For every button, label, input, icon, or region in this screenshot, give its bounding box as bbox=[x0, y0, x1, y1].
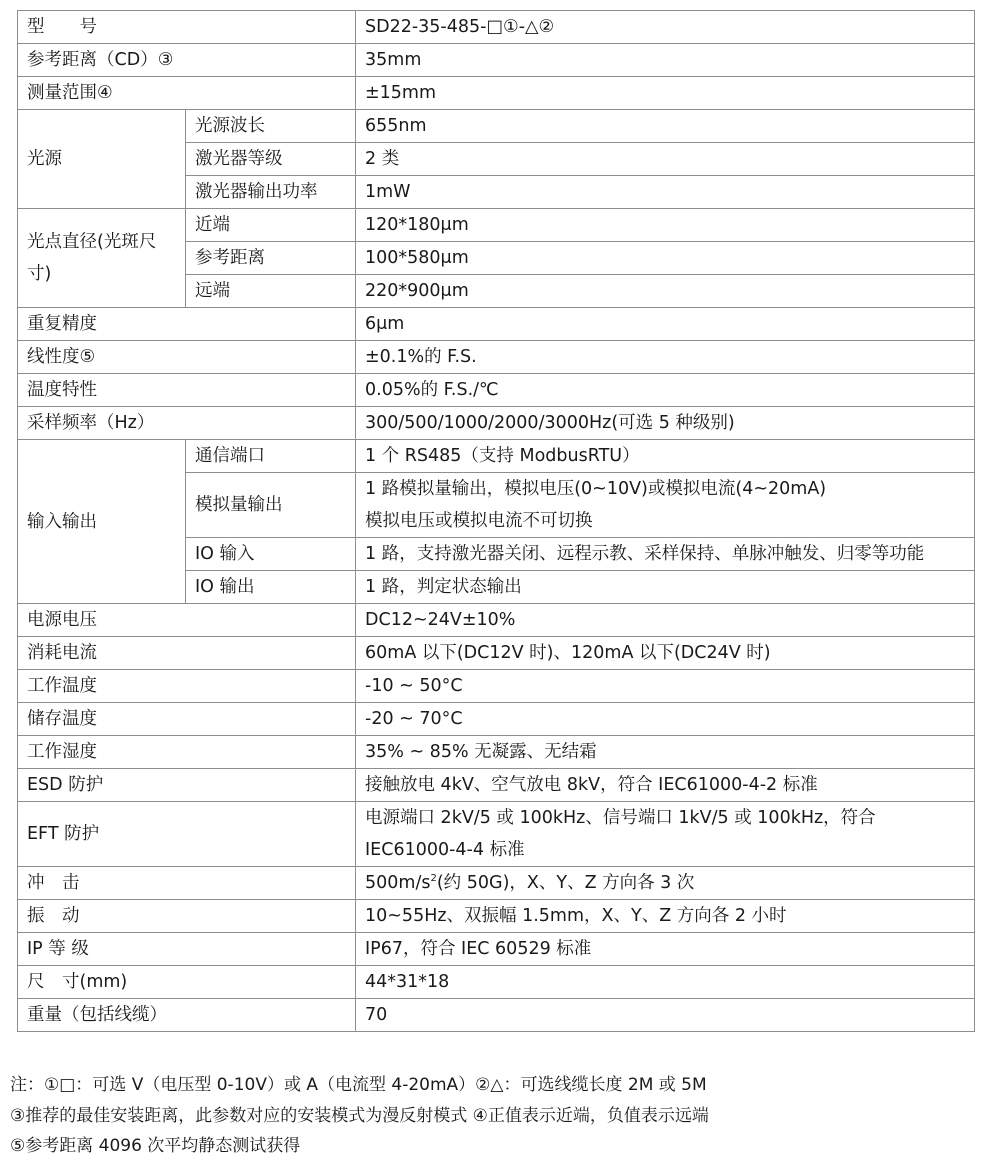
laser-power-value: 1mW bbox=[356, 176, 975, 209]
laser-power-label: 激光器输出功率 bbox=[186, 176, 356, 209]
io-out-value: 1 路，判定状态输出 bbox=[356, 571, 975, 604]
row-storage-temp bbox=[18, 703, 975, 736]
row-ref-distance bbox=[18, 44, 975, 77]
ip-value: IP67，符合 IEC 60529 标准 bbox=[356, 933, 975, 966]
size-value: 44*31*18 bbox=[356, 966, 975, 999]
row-size bbox=[18, 966, 975, 999]
eft-label: EFT 防护 bbox=[18, 802, 356, 867]
io-in-label: IO 输入 bbox=[186, 538, 356, 571]
shock-value bbox=[356, 867, 975, 900]
row-io-comm bbox=[18, 440, 975, 473]
footnote-line-1: 注：①□：可选 V（电压型 0-10V）或 A（电流型 4-20mA）②△：可选线缆长度 2M 或 5M bbox=[10, 1075, 707, 1095]
ref-distance-label: 参考距离（CD）③ bbox=[18, 44, 356, 77]
wavelength-value: 655nm bbox=[356, 110, 975, 143]
shock-value-post: (约 50G)，X、Y、Z 方向各 3 次 bbox=[436, 873, 695, 893]
spot-far-value: 220*900μm bbox=[356, 275, 975, 308]
size-label: 尺 寸(mm) bbox=[18, 966, 356, 999]
analog-label: 模拟量输出 bbox=[186, 473, 356, 538]
analog-value bbox=[356, 473, 975, 538]
linearity-label: 线性度⑤ bbox=[18, 341, 356, 374]
comm-label: 通信端口 bbox=[186, 440, 356, 473]
current-label: 消耗电流 bbox=[18, 637, 356, 670]
light-source-label: 光源 bbox=[18, 110, 186, 209]
range-value: ±15mm bbox=[356, 77, 975, 110]
spot-near-value: 120*180μm bbox=[356, 209, 975, 242]
io-in-value: 1 路，支持激光器关闭、远程示教、采样保持、单脉冲触发、归零等功能 bbox=[356, 538, 975, 571]
shock-value-sup: 2 bbox=[430, 873, 437, 885]
current-value: 60mA 以下(DC12V 时)、120mA 以下(DC24V 时) bbox=[356, 637, 975, 670]
storage-temp-label: 储存温度 bbox=[18, 703, 356, 736]
row-sampling bbox=[18, 407, 975, 440]
row-shock bbox=[18, 867, 975, 900]
spot-near-label: 近端 bbox=[186, 209, 356, 242]
row-linearity bbox=[18, 341, 975, 374]
ip-label: IP 等 级 bbox=[18, 933, 356, 966]
io-label: 输入输出 bbox=[18, 440, 186, 604]
row-light-wavelength bbox=[18, 110, 975, 143]
row-ip bbox=[18, 933, 975, 966]
spot-label: 光点直径(光斑尺寸) bbox=[18, 209, 186, 308]
repeatability-value: 6μm bbox=[356, 308, 975, 341]
laser-class-label: 激光器等级 bbox=[186, 143, 356, 176]
op-temp-label: 工作温度 bbox=[18, 670, 356, 703]
row-model bbox=[18, 11, 975, 44]
row-repeatability bbox=[18, 308, 975, 341]
spec-table bbox=[17, 10, 975, 1032]
ref-distance-value: 35mm bbox=[356, 44, 975, 77]
vibration-label: 振 动 bbox=[18, 900, 356, 933]
power-voltage-value: DC12~24V±10% bbox=[356, 604, 975, 637]
shock-label: 冲 击 bbox=[18, 867, 356, 900]
comm-value: 1 个 RS485（支持 ModbusRTU） bbox=[356, 440, 975, 473]
sampling-value: 300/500/1000/2000/3000Hz(可选 5 种级别) bbox=[356, 407, 975, 440]
model-value: SD22-35-485-□①-△② bbox=[356, 11, 975, 44]
weight-label: 重量（包括线缆） bbox=[18, 999, 356, 1032]
row-esd bbox=[18, 769, 975, 802]
footnotes bbox=[10, 1070, 709, 1162]
row-power-voltage bbox=[18, 604, 975, 637]
repeatability-label: 重复精度 bbox=[18, 308, 356, 341]
row-vibration bbox=[18, 900, 975, 933]
row-spot-near bbox=[18, 209, 975, 242]
sampling-label: 采样频率（Hz） bbox=[18, 407, 356, 440]
analog-value-line2: 模拟电压或模拟电流不可切换 bbox=[365, 511, 593, 531]
row-weight bbox=[18, 999, 975, 1032]
footnote-line-2: ③推荐的最佳安装距离，此参数对应的安装模式为漫反射模式 ④正值表示近端，负值表示远端 bbox=[10, 1105, 709, 1126]
footnote-line-3: ⑤参考距离 4096 次平均静态测试获得 bbox=[10, 1136, 301, 1156]
eft-value: 电源端口 2kV/5 或 100kHz、信号端口 1kV/5 或 100kHz，符合 IEC61000-4-4 标准 bbox=[356, 802, 975, 867]
row-current bbox=[18, 637, 975, 670]
op-temp-value: -10 ~ 50°C bbox=[356, 670, 975, 703]
row-range bbox=[18, 77, 975, 110]
shock-value-pre: 500m/s bbox=[365, 873, 431, 893]
linearity-value: ±0.1%的 F.S. bbox=[356, 341, 975, 374]
humidity-label: 工作湿度 bbox=[18, 736, 356, 769]
spot-far-label: 远端 bbox=[186, 275, 356, 308]
humidity-value: 35% ~ 85% 无凝露、无结霜 bbox=[356, 736, 975, 769]
row-op-temp bbox=[18, 670, 975, 703]
wavelength-label: 光源波长 bbox=[186, 110, 356, 143]
esd-value: 接触放电 4kV、空气放电 8kV，符合 IEC61000-4-2 标准 bbox=[356, 769, 975, 802]
temp-char-label: 温度特性 bbox=[18, 374, 356, 407]
row-humidity bbox=[18, 736, 975, 769]
spot-ref-value: 100*580μm bbox=[356, 242, 975, 275]
range-label: 测量范围④ bbox=[18, 77, 356, 110]
laser-class-value: 2 类 bbox=[356, 143, 975, 176]
spot-ref-label: 参考距离 bbox=[186, 242, 356, 275]
power-voltage-label: 电源电压 bbox=[18, 604, 356, 637]
temp-char-value: 0.05%的 F.S./℃ bbox=[356, 374, 975, 407]
model-label: 型 号 bbox=[18, 11, 356, 44]
vibration-value: 10~55Hz、双振幅 1.5mm，X、Y、Z 方向各 2 小时 bbox=[356, 900, 975, 933]
io-out-label: IO 输出 bbox=[186, 571, 356, 604]
analog-value-line1: 1 路模拟量输出，模拟电压(0~10V)或模拟电流(4~20mA) bbox=[365, 479, 827, 499]
weight-value: 70 bbox=[356, 999, 975, 1032]
row-temp-char bbox=[18, 374, 975, 407]
storage-temp-value: -20 ~ 70°C bbox=[356, 703, 975, 736]
esd-label: ESD 防护 bbox=[18, 769, 356, 802]
row-eft bbox=[18, 802, 975, 867]
